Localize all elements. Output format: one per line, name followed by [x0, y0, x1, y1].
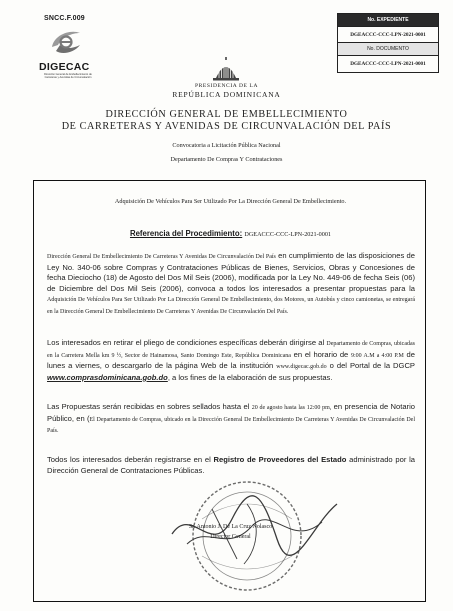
office-hours: 9:00 A.M a 4:00 P.M: [351, 352, 404, 359]
institution-name-line2: DE CARRETERAS Y AVENIDAS DE CIRCUNVALACIÓN DEL PAÍS: [61, 121, 392, 132]
presidencia-line1: PRESIDENCIA DE LA: [194, 83, 259, 89]
expediente-value: DGEACCC-CCC-LPN-2021-0001: [338, 27, 438, 43]
paragraph-text: de lunes a viernes, o descargarlo de la página Web de la institución: [47, 349, 416, 371]
digecac-logo-icon: [48, 27, 84, 57]
documento-label: No. DOCUMENTO: [338, 43, 438, 56]
paragraph-text: en cumplimiento de las disposiciones de Ley No. 340-06 sobre Compras y Contrataciones Públicas de Bienes, Servicios, Obras y Concesiones de fecha Dieciocho (18) de Agosto del Dos Mil Seis (2006), modificada por la Ley No. 449-06 de fecha Seis (06) de Diciembre del Dos Mil Seis (2006), convoca a todos los interesados a presentar propuestas para la: [47, 251, 416, 293]
organization-name: Dirección General De Embellecimiento De Carreteras Y Avenidas De Circunvalación Del País: [47, 254, 276, 260]
national-palace-emblem-icon: [210, 56, 242, 82]
paragraph-text: Las Propuestas serán recibidas en sobres sellados hasta el: [47, 402, 252, 411]
paragraph-text: Los interesados en retirar el pliego de condiciones específicas deberán dirigirse al: [47, 338, 327, 347]
submission-deadline: 20 de agosto hasta las 12:00 pm,: [251, 405, 332, 411]
institution-name-line1: DIRECCIÓN GENERAL DE EMBELLECIMIENTO: [105, 109, 348, 120]
notice-box: [33, 180, 426, 602]
department-heading: Departamento De Compras Y Contrataciones: [170, 156, 283, 163]
expediente-table: [337, 13, 439, 73]
office-address: Departamento de Compras, ubicadas en la Carretera Mella km 9 ½, Sector de Hainamosa, Santo Domingo Este, República Dominicana: [47, 341, 415, 359]
registry-name: Registro de Proveedores del Estado: [213, 455, 347, 464]
expediente-label: No. EXPEDIENTE: [338, 14, 438, 27]
paragraph-text: o del Portal de la DGCP: [326, 361, 415, 371]
notice-title: Adquisición De Vehículos Para Ser Utilizado Por La Dirección General De Embellecimiento.: [114, 198, 347, 205]
paragraph-pliego: [47, 338, 415, 383]
logo-subtitle: Dirección General de Embellecimiento de Carreteras y Avenidas de Circunvalación: [44, 73, 92, 79]
paragraph-text: en presencia de Notario Público, en (: [47, 402, 415, 423]
paragraph-text: en el horario de: [290, 349, 352, 359]
paragraph-recepcion: [47, 402, 415, 437]
signatory-role: Director General: [210, 534, 251, 540]
reference-line: [34, 229, 427, 238]
submission-place: El Departamento de Compras, ubicado en la Dirección General De Embellecimiento De Carreteras Y Avenidas De Circunvalación Del País.: [47, 416, 415, 435]
reference-label: Referencia del Procedimiento:: [129, 229, 243, 238]
signatory-name: Sr. Antonio J. De La Cruz Nolasco: [188, 524, 273, 530]
procurement-object: Adquisición De Vehículos Para Ser Utilizado Por La Dirección General De Embellecimiento, dos Motores, un Autobús y cinco camionetas, se entregará en la Dirección General De Embellecimiento De Carreteras Y Avenidas De Circunvalación Del País.: [47, 297, 415, 315]
convocatoria-heading: Convocatoria a Licitación Pública Nacional: [172, 142, 281, 149]
documento-value: DGEACCC-CCC-LPN-2021-0001: [350, 61, 426, 67]
dgcp-portal-link[interactable]: www.comprasdominicana.gob.do: [47, 372, 168, 382]
paragraph-convocatoria: [47, 251, 415, 318]
reference-code: DGEACCC-CCC-LPN-2021-0001: [244, 231, 332, 238]
paragraph-text: Todos los interesados deberán registrarse en el: [47, 455, 214, 464]
paragraph-text: administrado por la Dirección General de Contrataciones Públicas.: [47, 455, 415, 475]
official-seal-and-signature: [152, 464, 352, 599]
paragraph-text: , a los fines de la elaboración de sus propuestas.: [167, 372, 333, 382]
institution-website: www.digecac.gob.do: [276, 364, 327, 371]
logo-text: DIGECAC: [39, 61, 90, 73]
presidencia-line2: REPÚBLICA DOMINICANA: [172, 90, 281, 99]
form-code: SNCC.F.009: [44, 15, 85, 22]
